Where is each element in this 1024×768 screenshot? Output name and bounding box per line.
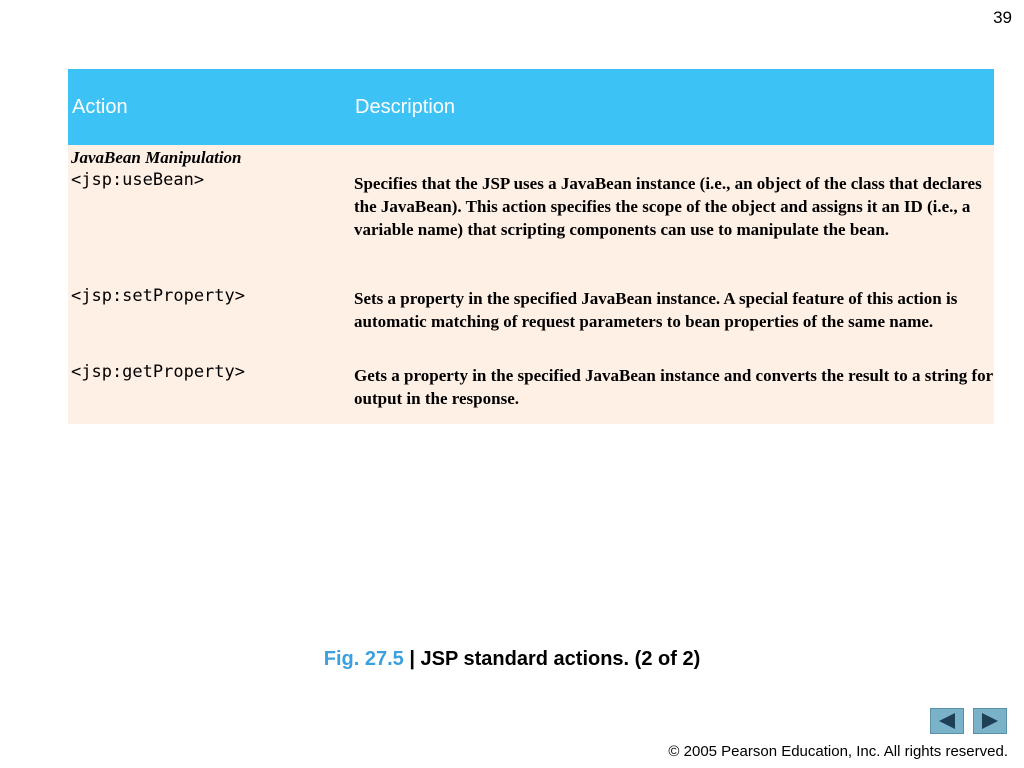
copyright-notice: © 2005 Pearson Education, Inc. All rights reserved. (668, 743, 1008, 760)
caption-text: JSP standard actions. (2 of 2) (420, 648, 701, 670)
action-getproperty: <jsp:getProperty> (71, 362, 245, 382)
section-title: JavaBean Manipulation (71, 148, 242, 167)
next-slide-button[interactable] (973, 708, 1007, 734)
description-getproperty: Gets a property in the specified JavaBean instance and converts the result to a string for output in the response. (354, 366, 993, 408)
action-setproperty: <jsp:setProperty> (71, 286, 245, 306)
actions-table (68, 69, 994, 424)
description-usebean: Specifies that the JSP uses a JavaBean instance (i.e., an object of the class that declares the JavaBean). This action specifies the scope of the object and assigns it an ID (i.e., a variable name) that scripting components can use to manipulate the bean. (354, 174, 982, 239)
figure-caption (0, 648, 1024, 671)
caption-separator: | (403, 648, 421, 670)
action-usebean: <jsp:useBean> (71, 170, 205, 190)
previous-slide-button[interactable] (930, 708, 964, 734)
table-body (68, 145, 994, 424)
page-number: 39 (993, 8, 1012, 27)
triangle-right-icon (980, 712, 1000, 730)
figure-label: Fig. 27.5 (323, 648, 404, 670)
header-description: Description (355, 96, 456, 118)
triangle-left-icon (937, 712, 957, 730)
table-header (68, 69, 994, 145)
description-setproperty: Sets a property in the specified JavaBean instance. A special feature of this action is automatic matching of request parameters to bean properties of the same name. (354, 289, 958, 331)
header-action: Action (72, 96, 128, 118)
